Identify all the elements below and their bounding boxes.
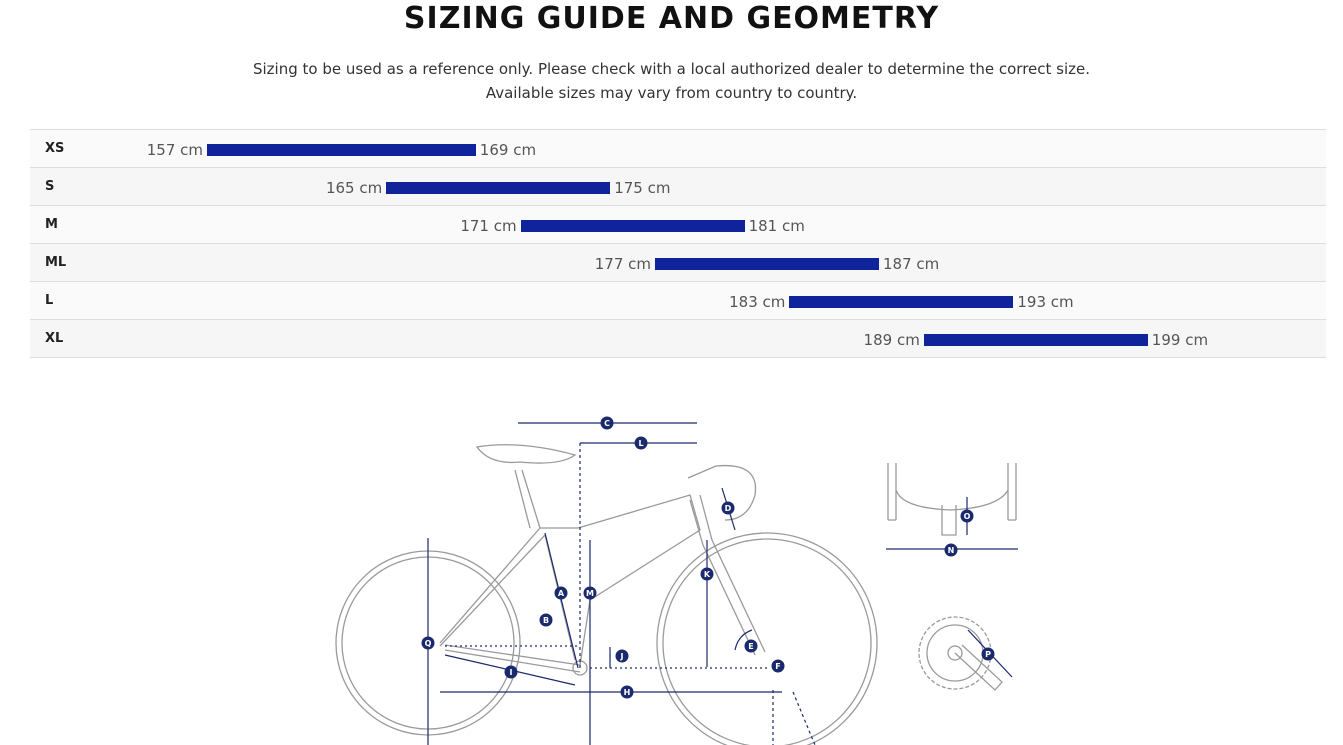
svg-text:B: B bbox=[542, 616, 550, 625]
height-range-bar bbox=[789, 296, 1013, 308]
marker-q bbox=[422, 637, 435, 650]
height-max: 181 cm bbox=[748, 217, 805, 235]
size-label: ML bbox=[45, 255, 67, 270]
bike-line-art bbox=[336, 445, 1016, 745]
height-max: 199 cm bbox=[1151, 331, 1209, 349]
handlebar bbox=[688, 466, 756, 520]
height-min: 177 cm bbox=[594, 255, 651, 273]
svg-text:O: O bbox=[963, 512, 971, 521]
size-row bbox=[30, 282, 1326, 320]
svg-text:M: M bbox=[586, 589, 594, 598]
size-label: XS bbox=[45, 141, 65, 156]
height-range-bar bbox=[207, 144, 476, 156]
svg-text:D: D bbox=[724, 504, 732, 513]
marker-i bbox=[505, 666, 518, 679]
marker-o bbox=[961, 510, 974, 523]
size-label: S bbox=[45, 179, 55, 194]
height-min: 189 cm bbox=[863, 331, 920, 349]
svg-text:N: N bbox=[947, 546, 955, 555]
height-range-bar bbox=[655, 258, 879, 270]
svg-text:I: I bbox=[509, 668, 513, 677]
page-title: SIZING GUIDE AND GEOMETRY bbox=[403, 1, 940, 36]
svg-text:Q: Q bbox=[424, 639, 432, 648]
svg-text:F: F bbox=[775, 662, 781, 671]
height-range-bar bbox=[386, 182, 610, 194]
svg-text:J: J bbox=[620, 652, 624, 661]
marker-h bbox=[621, 686, 634, 699]
height-range-bar bbox=[521, 220, 745, 232]
marker-l bbox=[635, 437, 648, 450]
svg-text:L: L bbox=[638, 439, 644, 448]
svg-text:E: E bbox=[748, 642, 754, 651]
height-max: 187 cm bbox=[883, 255, 940, 273]
size-row bbox=[30, 244, 1326, 282]
svg-text:P: P bbox=[985, 650, 991, 659]
size-row bbox=[30, 168, 1326, 206]
height-max: 175 cm bbox=[614, 179, 671, 197]
marker-e bbox=[745, 640, 758, 653]
size-chart-table bbox=[30, 129, 1326, 358]
marker-a bbox=[555, 587, 568, 600]
handlebar-front-view bbox=[896, 490, 1008, 510]
size-row bbox=[30, 206, 1326, 244]
dimension-lines bbox=[428, 423, 1018, 745]
marker-p bbox=[982, 648, 995, 661]
marker-d bbox=[722, 502, 735, 515]
svg-text:H: H bbox=[623, 688, 631, 697]
marker-k bbox=[701, 568, 714, 581]
marker-j bbox=[616, 650, 629, 663]
subtitle-line-1: Sizing to be used as a reference only. Please check with a local authorized dealer to determine the correct size. bbox=[252, 60, 1091, 78]
marker-m bbox=[584, 587, 597, 600]
size-row bbox=[30, 320, 1326, 358]
height-min: 171 cm bbox=[460, 217, 517, 235]
saddle bbox=[477, 445, 575, 463]
height-range-bar bbox=[924, 334, 1148, 346]
size-label: M bbox=[45, 217, 58, 232]
page-subtitle bbox=[0, 57, 1343, 105]
size-row bbox=[30, 130, 1326, 168]
marker-n bbox=[945, 544, 958, 557]
height-min: 165 cm bbox=[325, 179, 383, 197]
marker-c bbox=[601, 417, 614, 430]
bike-geometry-diagram bbox=[0, 370, 1343, 745]
height-max: 169 cm bbox=[479, 141, 537, 159]
subtitle-line-2: Available sizes may vary from country to country. bbox=[485, 84, 858, 102]
size-label: L bbox=[45, 293, 54, 308]
marker-b bbox=[540, 614, 553, 627]
marker-f bbox=[772, 660, 785, 673]
height-min: 157 cm bbox=[146, 141, 203, 159]
svg-text:C: C bbox=[604, 419, 610, 428]
svg-text:K: K bbox=[703, 570, 711, 579]
size-label: XL bbox=[45, 331, 64, 346]
svg-text:A: A bbox=[557, 589, 565, 598]
height-min: 183 cm bbox=[729, 293, 786, 311]
height-max: 193 cm bbox=[1017, 293, 1074, 311]
